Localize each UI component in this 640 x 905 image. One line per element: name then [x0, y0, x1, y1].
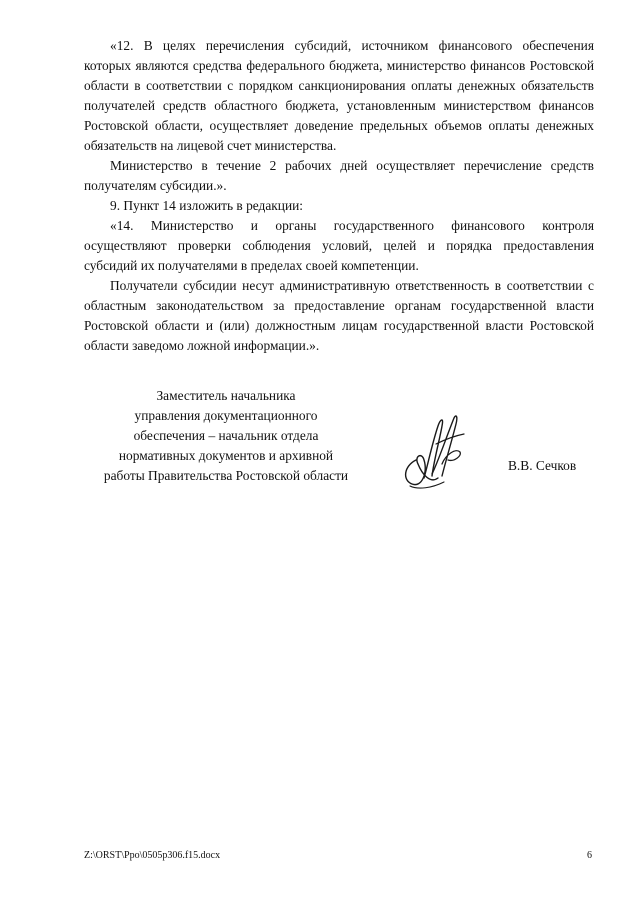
paragraph-transfer: Министерство в течение 2 рабочих дней осуществляет перечисление средств получателям субсидии.».	[84, 158, 594, 193]
position-line: Заместитель начальника	[156, 388, 296, 403]
handwritten-signature	[398, 404, 468, 494]
paragraph-item-9: 9. Пункт 14 изложить в редакции:	[110, 198, 304, 213]
page-number: 6	[587, 850, 592, 861]
position-line: обеспечения – начальник отдела	[133, 428, 319, 443]
document-body	[84, 36, 594, 356]
footer-file-path: Z:\ORST\Ppo\0505p306.f15.docx	[84, 850, 221, 861]
paragraph-14: «14. Министерство и органы государственного финансового контроля осуществляют проверки соблюдения условий, целей и порядка предоставления субсидий их получателями в пределах своей компетенции.	[84, 218, 594, 273]
position-line: работы Правительства Ростовской области	[103, 468, 349, 483]
paragraph-liability: Получатели субсидии несут административную ответственность в соответствии с областным законодательством за предоставление органам государственной власти Ростовской области и (или) должностным лицам государственной власти Ростовской области заведомо ложной информации.».	[84, 278, 594, 353]
signatory-position	[96, 386, 356, 486]
position-line: управления документационного	[134, 408, 318, 423]
paragraph-12: «12. В целях перечисления субсидий, источником финансового обеспечения которых являются средства федерального бюджета, министерство финансов Ростовской области в соответствии с порядком санкционирования оплаты денежных обязательств получателей средств областного бюджета, установленным министерством финансов Ростовской области, осуществляет доведение предельных объемов оплаты денежных обязательств на лицевой счет министерства.	[84, 38, 594, 153]
position-line: нормативных документов и архивной	[118, 448, 334, 463]
signatory-name: В.В. Сечков	[508, 458, 577, 473]
